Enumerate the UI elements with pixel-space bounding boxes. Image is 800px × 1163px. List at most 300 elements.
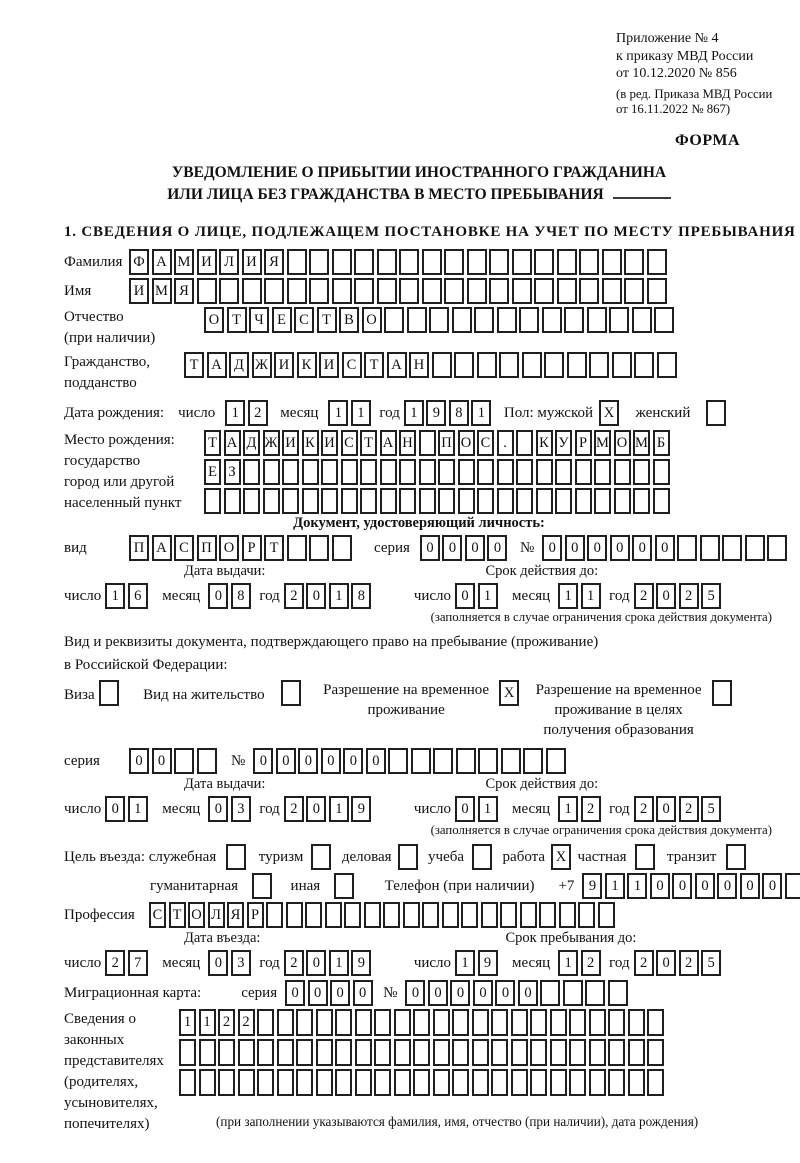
char-cell[interactable]: К	[302, 430, 319, 456]
char-cell[interactable]: 0	[740, 873, 760, 899]
char-cell[interactable]: М	[152, 278, 172, 304]
char-cell[interactable]: Я	[174, 278, 194, 304]
char-cell[interactable]	[516, 459, 533, 485]
char-cell[interactable]: 0	[655, 535, 675, 561]
char-cell[interactable]	[433, 1009, 450, 1036]
char-cell[interactable]: 0	[632, 535, 652, 561]
char-cell[interactable]	[512, 249, 532, 275]
char-cell[interactable]: О	[219, 535, 239, 561]
char-cell[interactable]	[243, 459, 260, 485]
char-cell[interactable]: 0	[473, 980, 493, 1006]
char-cell[interactable]	[399, 278, 419, 304]
char-cell[interactable]	[557, 249, 577, 275]
char-cell[interactable]: О	[362, 307, 382, 333]
char-cell[interactable]: 0	[105, 796, 125, 822]
char-cell[interactable]: К	[297, 352, 317, 378]
char-cell[interactable]: 0	[650, 873, 670, 899]
char-cell[interactable]	[745, 535, 765, 561]
char-cell[interactable]: Ч	[249, 307, 269, 333]
char-cell[interactable]: Т	[364, 352, 384, 378]
char-cell[interactable]: В	[339, 307, 359, 333]
char-cell[interactable]: С	[477, 430, 494, 456]
char-cell[interactable]	[257, 1069, 274, 1096]
char-cell[interactable]	[477, 352, 497, 378]
char-cell[interactable]	[218, 1069, 235, 1096]
char-cell[interactable]: .	[497, 430, 514, 456]
char-cell[interactable]	[452, 1009, 469, 1036]
char-cell[interactable]: 0	[465, 535, 485, 561]
char-cell[interactable]	[403, 902, 420, 928]
char-cell[interactable]	[286, 902, 303, 928]
char-cell[interactable]: Т	[204, 430, 221, 456]
char-cell[interactable]	[511, 1009, 528, 1036]
char-cell[interactable]: 1	[581, 583, 601, 609]
char-cell[interactable]	[452, 307, 472, 333]
char-cell[interactable]	[432, 352, 452, 378]
char-cell[interactable]	[341, 488, 358, 514]
char-cell[interactable]	[579, 278, 599, 304]
char-cell[interactable]	[341, 459, 358, 485]
char-cell[interactable]: Т	[317, 307, 337, 333]
char-cell[interactable]	[204, 488, 221, 514]
char-cell[interactable]	[489, 278, 509, 304]
char-cell[interactable]	[785, 873, 800, 899]
char-cell[interactable]	[277, 1069, 294, 1096]
char-cell[interactable]: 0	[565, 535, 585, 561]
char-cell[interactable]	[544, 352, 564, 378]
char-cell[interactable]	[374, 1039, 391, 1066]
char-cell[interactable]: 3	[231, 950, 251, 976]
char-cell[interactable]	[99, 680, 119, 706]
char-cell[interactable]	[377, 278, 397, 304]
char-cell[interactable]	[199, 1039, 216, 1066]
char-cell[interactable]	[332, 535, 352, 561]
char-cell[interactable]	[634, 352, 654, 378]
char-cell[interactable]: Л	[219, 249, 239, 275]
char-cell[interactable]: 2	[679, 583, 699, 609]
char-cell[interactable]: 1	[328, 400, 348, 426]
char-cell[interactable]: С	[341, 430, 358, 456]
char-cell[interactable]	[197, 278, 217, 304]
char-cell[interactable]	[384, 307, 404, 333]
char-cell[interactable]	[264, 278, 284, 304]
char-cell[interactable]	[635, 844, 655, 870]
char-cell[interactable]: 0	[518, 980, 538, 1006]
char-cell[interactable]: У	[555, 430, 572, 456]
char-cell[interactable]: И	[319, 352, 339, 378]
char-cell[interactable]: 0	[208, 950, 228, 976]
char-cell[interactable]: 1	[329, 950, 349, 976]
char-cell[interactable]: 0	[353, 980, 373, 1006]
char-cell[interactable]: 1	[478, 796, 498, 822]
char-cell[interactable]	[589, 1069, 606, 1096]
char-cell[interactable]: 0	[542, 535, 562, 561]
char-cell[interactable]: Л	[208, 902, 225, 928]
char-cell[interactable]: 1	[179, 1009, 196, 1036]
char-cell[interactable]	[238, 1069, 255, 1096]
char-cell[interactable]: 1	[605, 873, 625, 899]
char-cell[interactable]	[564, 307, 584, 333]
char-cell[interactable]	[608, 980, 628, 1006]
char-cell[interactable]: И	[197, 249, 217, 275]
char-cell[interactable]	[398, 844, 418, 870]
char-cell[interactable]	[589, 352, 609, 378]
char-cell[interactable]	[360, 459, 377, 485]
char-cell[interactable]	[633, 488, 650, 514]
char-cell[interactable]: 0	[306, 950, 326, 976]
char-cell[interactable]	[500, 902, 517, 928]
char-cell[interactable]: А	[207, 352, 227, 378]
char-cell[interactable]	[602, 249, 622, 275]
char-cell[interactable]	[282, 459, 299, 485]
char-cell[interactable]	[355, 1009, 372, 1036]
char-cell[interactable]: 5	[701, 950, 721, 976]
char-cell[interactable]	[523, 748, 543, 774]
char-cell[interactable]	[388, 748, 408, 774]
char-cell[interactable]: 1	[471, 400, 491, 426]
char-cell[interactable]	[589, 1009, 606, 1036]
char-cell[interactable]	[608, 1069, 625, 1096]
char-cell[interactable]	[399, 488, 416, 514]
char-cell[interactable]	[512, 278, 532, 304]
char-cell[interactable]	[569, 1069, 586, 1096]
char-cell[interactable]	[277, 1009, 294, 1036]
char-cell[interactable]	[555, 459, 572, 485]
char-cell[interactable]	[501, 748, 521, 774]
char-cell[interactable]: 0	[366, 748, 386, 774]
char-cell[interactable]: Д	[243, 430, 260, 456]
char-cell[interactable]: 2	[284, 583, 304, 609]
char-cell[interactable]: С	[149, 902, 166, 928]
char-cell[interactable]	[530, 1069, 547, 1096]
char-cell[interactable]: 0	[656, 583, 676, 609]
char-cell[interactable]	[585, 980, 605, 1006]
char-cell[interactable]	[257, 1039, 274, 1066]
char-cell[interactable]	[311, 844, 331, 870]
char-cell[interactable]	[364, 902, 381, 928]
char-cell[interactable]: X	[499, 680, 519, 706]
char-cell[interactable]	[481, 902, 498, 928]
char-cell[interactable]	[394, 1009, 411, 1036]
char-cell[interactable]	[309, 278, 329, 304]
char-cell[interactable]	[316, 1039, 333, 1066]
char-cell[interactable]: Ж	[252, 352, 272, 378]
char-cell[interactable]	[422, 902, 439, 928]
char-cell[interactable]	[438, 488, 455, 514]
char-cell[interactable]: 6	[128, 583, 148, 609]
char-cell[interactable]	[433, 1039, 450, 1066]
char-cell[interactable]: А	[380, 430, 397, 456]
char-cell[interactable]	[569, 1009, 586, 1036]
char-cell[interactable]	[530, 1009, 547, 1036]
char-cell[interactable]: Т	[227, 307, 247, 333]
char-cell[interactable]	[614, 459, 631, 485]
char-cell[interactable]: И	[129, 278, 149, 304]
char-cell[interactable]	[534, 249, 554, 275]
char-cell[interactable]: 0	[656, 796, 676, 822]
char-cell[interactable]	[413, 1069, 430, 1096]
char-cell[interactable]	[598, 902, 615, 928]
char-cell[interactable]: С	[342, 352, 362, 378]
char-cell[interactable]: 0	[455, 796, 475, 822]
char-cell[interactable]: 2	[284, 950, 304, 976]
char-cell[interactable]	[179, 1069, 196, 1096]
char-cell[interactable]: 2	[284, 796, 304, 822]
char-cell[interactable]	[411, 748, 431, 774]
char-cell[interactable]: Н	[399, 430, 416, 456]
char-cell[interactable]	[569, 1039, 586, 1066]
char-cell[interactable]: 0	[208, 583, 228, 609]
char-cell[interactable]: С	[294, 307, 314, 333]
char-cell[interactable]	[499, 352, 519, 378]
char-cell[interactable]	[219, 278, 239, 304]
char-cell[interactable]: Н	[409, 352, 429, 378]
char-cell[interactable]: 2	[248, 400, 268, 426]
char-cell[interactable]: 2	[634, 950, 654, 976]
char-cell[interactable]	[407, 307, 427, 333]
char-cell[interactable]	[654, 307, 674, 333]
char-cell[interactable]	[302, 459, 319, 485]
char-cell[interactable]	[243, 488, 260, 514]
char-cell[interactable]	[567, 352, 587, 378]
char-cell[interactable]	[444, 249, 464, 275]
char-cell[interactable]: Е	[204, 459, 221, 485]
char-cell[interactable]	[706, 400, 726, 426]
char-cell[interactable]: О	[614, 430, 631, 456]
char-cell[interactable]: 0	[152, 748, 172, 774]
char-cell[interactable]	[472, 1009, 489, 1036]
char-cell[interactable]: И	[321, 430, 338, 456]
char-cell[interactable]	[647, 278, 667, 304]
char-cell[interactable]: 1	[404, 400, 424, 426]
char-cell[interactable]: 9	[351, 796, 371, 822]
char-cell[interactable]: 2	[679, 950, 699, 976]
char-cell[interactable]	[355, 1069, 372, 1096]
char-cell[interactable]: 0	[129, 748, 149, 774]
char-cell[interactable]	[594, 488, 611, 514]
char-cell[interactable]: 0	[428, 980, 448, 1006]
char-cell[interactable]	[491, 1039, 508, 1066]
char-cell[interactable]: 0	[587, 535, 607, 561]
char-cell[interactable]	[174, 748, 194, 774]
char-cell[interactable]	[563, 980, 583, 1006]
char-cell[interactable]	[491, 1069, 508, 1096]
char-cell[interactable]	[555, 488, 572, 514]
char-cell[interactable]	[354, 249, 374, 275]
char-cell[interactable]	[452, 1069, 469, 1096]
char-cell[interactable]: X	[599, 400, 619, 426]
char-cell[interactable]	[497, 307, 517, 333]
char-cell[interactable]: Д	[229, 352, 249, 378]
char-cell[interactable]	[179, 1039, 196, 1066]
char-cell[interactable]: 0	[321, 748, 341, 774]
char-cell[interactable]	[263, 459, 280, 485]
char-cell[interactable]: Б	[653, 430, 670, 456]
char-cell[interactable]: X	[551, 844, 571, 870]
char-cell[interactable]	[712, 680, 732, 706]
char-cell[interactable]	[536, 488, 553, 514]
char-cell[interactable]	[335, 1009, 352, 1036]
char-cell[interactable]	[442, 902, 459, 928]
char-cell[interactable]	[458, 488, 475, 514]
char-cell[interactable]	[575, 488, 592, 514]
char-cell[interactable]: 0	[306, 796, 326, 822]
char-cell[interactable]: Ф	[129, 249, 149, 275]
char-cell[interactable]	[413, 1039, 430, 1066]
char-cell[interactable]	[422, 278, 442, 304]
char-cell[interactable]: 1	[558, 583, 578, 609]
char-cell[interactable]: О	[458, 430, 475, 456]
char-cell[interactable]: И	[282, 430, 299, 456]
char-cell[interactable]: Т	[264, 535, 284, 561]
char-cell[interactable]	[380, 459, 397, 485]
char-cell[interactable]: 0	[276, 748, 296, 774]
char-cell[interactable]: 1	[128, 796, 148, 822]
char-cell[interactable]	[542, 307, 562, 333]
char-cell[interactable]	[296, 1069, 313, 1096]
char-cell[interactable]	[224, 488, 241, 514]
char-cell[interactable]: П	[129, 535, 149, 561]
char-cell[interactable]	[489, 249, 509, 275]
char-cell[interactable]	[628, 1069, 645, 1096]
char-cell[interactable]	[281, 680, 301, 706]
char-cell[interactable]: 0	[762, 873, 782, 899]
char-cell[interactable]	[287, 535, 307, 561]
char-cell[interactable]	[657, 352, 677, 378]
char-cell[interactable]	[594, 459, 611, 485]
char-cell[interactable]: 7	[128, 950, 148, 976]
char-cell[interactable]: 8	[449, 400, 469, 426]
char-cell[interactable]	[614, 488, 631, 514]
char-cell[interactable]	[497, 488, 514, 514]
char-cell[interactable]	[287, 249, 307, 275]
char-cell[interactable]: 0	[717, 873, 737, 899]
char-cell[interactable]: О	[188, 902, 205, 928]
char-cell[interactable]: 0	[672, 873, 692, 899]
char-cell[interactable]	[477, 459, 494, 485]
char-cell[interactable]	[277, 1039, 294, 1066]
char-cell[interactable]	[263, 488, 280, 514]
char-cell[interactable]	[422, 249, 442, 275]
char-cell[interactable]: 0	[455, 583, 475, 609]
char-cell[interactable]	[467, 249, 487, 275]
char-cell[interactable]	[238, 1039, 255, 1066]
char-cell[interactable]	[632, 307, 652, 333]
char-cell[interactable]: А	[224, 430, 241, 456]
char-cell[interactable]: 2	[105, 950, 125, 976]
char-cell[interactable]	[722, 535, 742, 561]
char-cell[interactable]	[608, 1039, 625, 1066]
char-cell[interactable]: 0	[495, 980, 515, 1006]
char-cell[interactable]: 0	[330, 980, 350, 1006]
char-cell[interactable]	[257, 1009, 274, 1036]
char-cell[interactable]: 5	[701, 583, 721, 609]
char-cell[interactable]	[419, 488, 436, 514]
char-cell[interactable]	[226, 844, 246, 870]
char-cell[interactable]: 1	[105, 583, 125, 609]
char-cell[interactable]	[309, 535, 329, 561]
char-cell[interactable]	[302, 488, 319, 514]
char-cell[interactable]: 8	[351, 583, 371, 609]
char-cell[interactable]	[491, 1009, 508, 1036]
char-cell[interactable]	[332, 278, 352, 304]
char-cell[interactable]: М	[594, 430, 611, 456]
char-cell[interactable]	[522, 352, 542, 378]
char-cell[interactable]	[399, 459, 416, 485]
char-cell[interactable]: П	[197, 535, 217, 561]
char-cell[interactable]	[677, 535, 697, 561]
char-cell[interactable]	[624, 249, 644, 275]
char-cell[interactable]	[429, 307, 449, 333]
char-cell[interactable]: 2	[218, 1009, 235, 1036]
char-cell[interactable]	[296, 1009, 313, 1036]
char-cell[interactable]	[546, 748, 566, 774]
char-cell[interactable]	[539, 902, 556, 928]
char-cell[interactable]: Р	[575, 430, 592, 456]
char-cell[interactable]	[477, 488, 494, 514]
char-cell[interactable]	[287, 278, 307, 304]
char-cell[interactable]	[550, 1009, 567, 1036]
char-cell[interactable]: П	[438, 430, 455, 456]
char-cell[interactable]: 9	[351, 950, 371, 976]
char-cell[interactable]	[516, 488, 533, 514]
char-cell[interactable]	[458, 459, 475, 485]
char-cell[interactable]	[334, 873, 354, 899]
char-cell[interactable]	[325, 902, 342, 928]
char-cell[interactable]: 0	[420, 535, 440, 561]
char-cell[interactable]	[266, 902, 283, 928]
char-cell[interactable]: 1	[199, 1009, 216, 1036]
char-cell[interactable]	[282, 488, 299, 514]
char-cell[interactable]: 0	[285, 980, 305, 1006]
char-cell[interactable]	[332, 249, 352, 275]
char-cell[interactable]: 0	[610, 535, 630, 561]
char-cell[interactable]	[628, 1009, 645, 1036]
char-cell[interactable]	[519, 307, 539, 333]
char-cell[interactable]	[394, 1039, 411, 1066]
char-cell[interactable]	[321, 459, 338, 485]
char-cell[interactable]	[609, 307, 629, 333]
char-cell[interactable]	[316, 1009, 333, 1036]
char-cell[interactable]	[559, 902, 576, 928]
char-cell[interactable]: 1	[558, 796, 578, 822]
char-cell[interactable]	[511, 1069, 528, 1096]
char-cell[interactable]	[438, 459, 455, 485]
char-cell[interactable]	[383, 902, 400, 928]
char-cell[interactable]	[467, 278, 487, 304]
char-cell[interactable]: З	[224, 459, 241, 485]
char-cell[interactable]: 0	[442, 535, 462, 561]
char-cell[interactable]	[316, 1069, 333, 1096]
char-cell[interactable]	[399, 249, 419, 275]
char-cell[interactable]	[456, 748, 476, 774]
char-cell[interactable]: 1	[329, 583, 349, 609]
char-cell[interactable]	[454, 352, 474, 378]
char-cell[interactable]: Ж	[263, 430, 280, 456]
char-cell[interactable]	[461, 902, 478, 928]
char-cell[interactable]: Р	[242, 535, 262, 561]
char-cell[interactable]: 3	[231, 796, 251, 822]
char-cell[interactable]	[767, 535, 787, 561]
char-cell[interactable]: А	[152, 249, 172, 275]
char-cell[interactable]	[360, 488, 377, 514]
char-cell[interactable]	[647, 1009, 664, 1036]
char-cell[interactable]	[309, 249, 329, 275]
char-cell[interactable]	[602, 278, 622, 304]
char-cell[interactable]: 2	[679, 796, 699, 822]
char-cell[interactable]: 0	[306, 583, 326, 609]
char-cell[interactable]: 0	[343, 748, 363, 774]
